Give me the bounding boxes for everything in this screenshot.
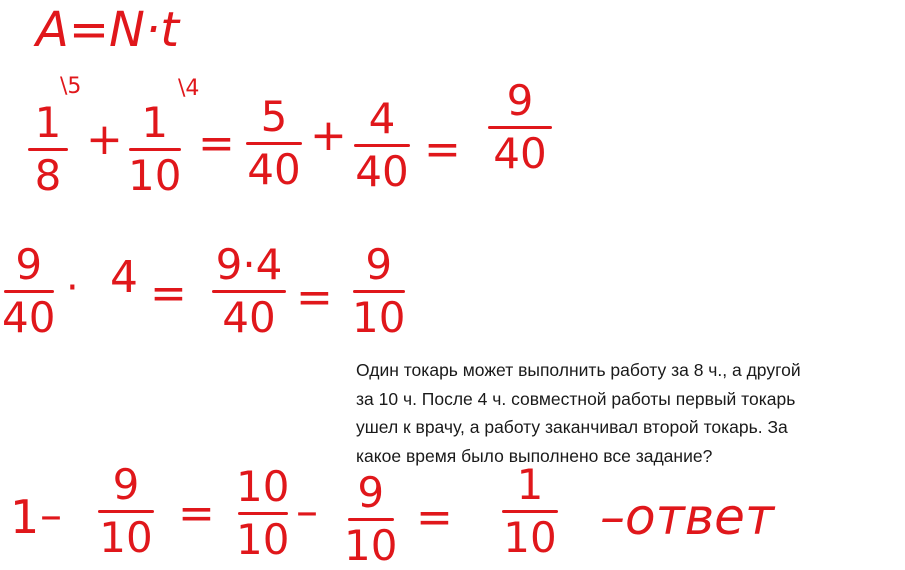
plus-sign: +: [310, 110, 347, 161]
numerator: 4: [368, 94, 396, 143]
multiplier-5: \5: [60, 74, 82, 99]
formula-work: A=N·t: [36, 2, 180, 58]
multiplier-4: 4: [110, 252, 138, 303]
minus-sign: –: [40, 490, 62, 541]
fraction-9-10: [98, 460, 154, 562]
equals-sign: =: [198, 118, 235, 169]
fraction-9-10: [344, 468, 398, 570]
numerator: 9: [357, 468, 385, 517]
denominator: 40: [247, 145, 301, 194]
numerator: 9: [112, 460, 140, 509]
numerator: 1: [141, 98, 169, 147]
number-one: 1: [10, 490, 40, 544]
equals-sign: =: [416, 492, 453, 543]
denominator: 8: [34, 151, 62, 200]
numerator: 5: [260, 92, 288, 141]
fraction-1-10: [502, 460, 558, 562]
denominator: 10: [236, 515, 290, 564]
denominator: 10: [503, 513, 557, 562]
numerator: 10: [236, 462, 290, 511]
multiplication-dot: ·: [66, 265, 79, 311]
problem-line: Один токарь может выполнить работу за 8 ч., а другой: [356, 360, 801, 380]
denominator: 40: [493, 129, 547, 178]
fraction-1-10: [128, 98, 182, 200]
denominator: 40: [355, 147, 409, 196]
fraction-5-40: [246, 92, 302, 194]
numerator: 9·4: [215, 240, 283, 289]
problem-statement: [356, 356, 904, 470]
equals-sign: =: [178, 488, 215, 539]
denominator: 10: [128, 151, 182, 200]
answer-label: –ответ: [600, 488, 775, 546]
numerator: 1: [516, 460, 544, 509]
numerator: 9: [506, 76, 534, 125]
fraction-1-8: [28, 98, 68, 200]
fraction-9-10: [352, 240, 406, 342]
problem-line: за 10 ч. После 4 ч. совместной работы первый токарь: [356, 388, 796, 409]
fraction-4-40: [354, 94, 410, 196]
numerator: 9: [15, 240, 43, 289]
denominator: 10: [99, 513, 153, 562]
problem-line: какое время было выполнено все задание?: [356, 445, 713, 466]
plus-sign: +: [86, 114, 123, 165]
multiplier-4: \4: [178, 76, 200, 101]
equals-sign: =: [424, 124, 461, 175]
fraction-9-40: [2, 240, 56, 342]
denominator: 10: [344, 521, 398, 570]
equals-sign: =: [150, 268, 187, 319]
denominator: 40: [2, 293, 56, 342]
equals-sign: =: [296, 272, 333, 323]
problem-line: ушел к врачу, а работу заканчивал второй токарь. За: [356, 417, 788, 437]
numerator: 1: [34, 98, 62, 147]
numerator: 9: [365, 240, 393, 289]
minus-sign: –: [296, 486, 318, 537]
fraction-10-10: [236, 462, 290, 564]
fraction-9x4-40: [212, 240, 286, 342]
fraction-9-40: [488, 76, 552, 178]
denominator: 10: [352, 293, 406, 342]
denominator: 40: [222, 293, 276, 342]
